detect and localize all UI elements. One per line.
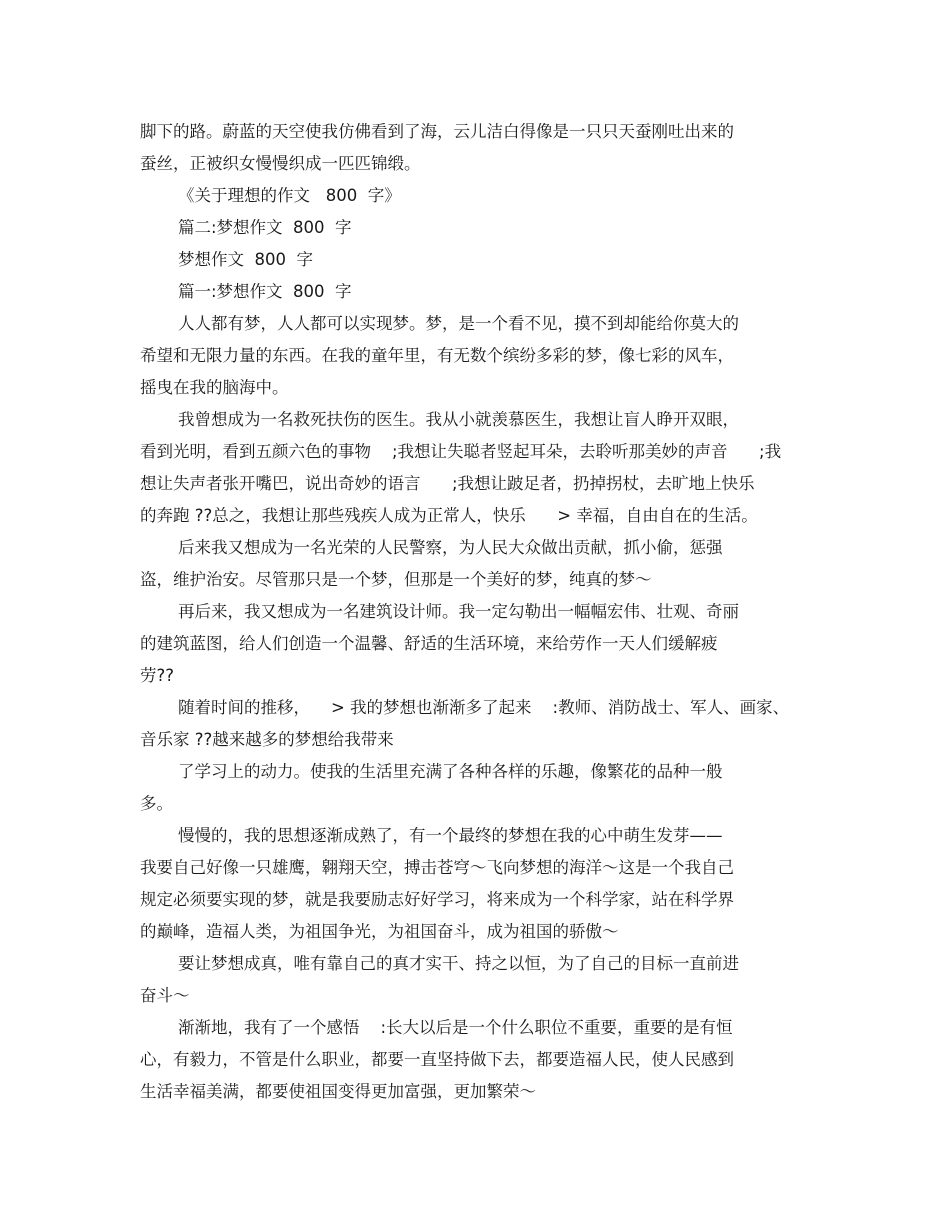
- text-line: 渐渐地，我有了一个感悟 :长大以后是一个什么职位不重要，重要的是有恒: [178, 1018, 733, 1037]
- text-line: 心，有毅力，不管是什么职业，都要一直坚持做下去，都要造福人民，使人民感到: [140, 1050, 734, 1069]
- text-line: 脚下的路。蔚蓝的天空使我仿佛看到了海，云儿洁白得像是一只只天蚕刚吐出来的: [140, 122, 734, 141]
- text-line: 盗，维护治安。尽管那只是一个梦，但那是一个美好的梦，纯真的梦～: [140, 570, 652, 589]
- text-line: 想让失声者张开嘴巴，说出奇妙的语言 ;我想让跛足者，扔掉拐杖，去旷地上快乐: [140, 474, 755, 493]
- text-line: 多。: [140, 794, 173, 813]
- text-line: 我要自己好像一只雄鹰，翱翔天空，搏击苍穹～飞向梦想的海洋～这是一个我自己: [140, 858, 734, 877]
- text-line: 的奔跑 ??总之，我想让那些残疾人成为正常人，快乐 > 幸福，自由自在的生活。: [140, 506, 758, 525]
- text-line: 随着时间的推移， > 我的梦想也渐渐多了起来 :教师、消防战士、军人、画家、: [178, 698, 790, 717]
- text-line: 摇曳在我的脑海中。: [140, 378, 289, 397]
- heading-line: 篇一:梦想作文 800 字: [178, 282, 352, 301]
- text-line: 规定必须要实现的梦，就是我要励志好好学习，将来成为一个科学家，站在科学界: [140, 890, 734, 909]
- text-line: 了学习上的动力。使我的生活里充满了各种各样的乐趣，像繁花的品种一般: [178, 762, 723, 781]
- text-line: 看到光明，看到五颜六色的事物 ;我想让失聪者竖起耳朵，去聆听那美妙的声音 ;我: [140, 442, 782, 461]
- text-line: 劳??: [140, 666, 175, 685]
- text-line: 后来我又想成为一名光荣的人民警察，为人民大众做出贡献，抓小偷，惩强: [178, 538, 723, 557]
- text-line: 再后来，我又想成为一名建筑设计师。我一定勾勒出一幅幅宏伟、壮观、奇丽: [178, 602, 739, 621]
- text-line: 音乐家 ??越来越多的梦想给我带来: [140, 730, 394, 749]
- text-line: 奋斗～: [140, 986, 190, 1005]
- text-line: 生活幸福美满，都要使祖国变得更加富强，更加繁荣～: [140, 1082, 536, 1101]
- text-line: 慢慢的，我的思想逐渐成熟了，有一个最终的梦想在我的心中萌生发芽——: [178, 826, 723, 845]
- text-line: 希望和无限力量的东西。在我的童年里，有无数个缤纷多彩的梦，像七彩的风车，: [140, 346, 734, 365]
- heading-line: 梦想作文 800 字: [178, 250, 313, 269]
- text-line: 要让梦想成真，唯有靠自己的真才实干、持之以恒，为了自己的目标一直前进: [178, 954, 739, 973]
- text-line: 的建筑蓝图，给人们创造一个温馨、舒适的生活环境，来给劳作一天人们缓解疲: [140, 634, 718, 653]
- text-line: 的巅峰，造福人类，为祖国争光，为祖国奋斗，成为祖国的骄傲～: [140, 922, 619, 941]
- text-line: 我曾想成为一名救死扶伤的医生。我从小就羡慕医生，我想让盲人睁开双眼，: [178, 410, 739, 429]
- heading-line: 《关于理想的作文 800 字》: [178, 186, 401, 205]
- text-line: 蚕丝，正被织女慢慢织成一匹匹锦缎。: [140, 154, 421, 173]
- text-line: 人人都有梦，人人都可以实现梦。梦，是一个看不见，摸不到却能给你莫大的: [178, 314, 739, 333]
- heading-line: 篇二:梦想作文 800 字: [178, 218, 352, 237]
